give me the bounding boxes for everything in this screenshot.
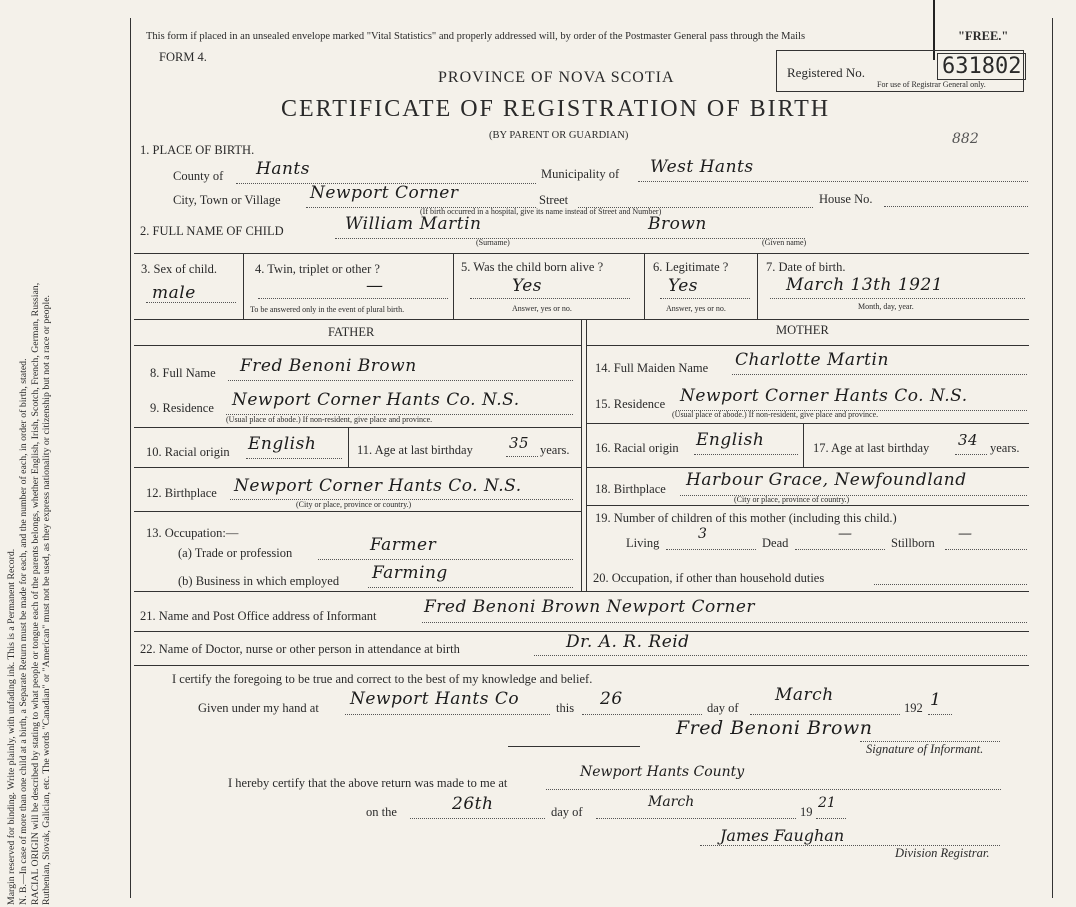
certify-place-value: Newport Hants Co bbox=[350, 689, 520, 709]
registrar-dayof-label: day of bbox=[551, 805, 583, 819]
father-race-label: 10. Racial origin bbox=[146, 445, 230, 459]
registrar-day-value: 26th bbox=[452, 794, 494, 814]
twin-note: To be answered only in the event of plural birth. bbox=[250, 305, 405, 314]
twin-value: — bbox=[366, 276, 384, 296]
mother-stillborn-label: Stillborn bbox=[891, 536, 935, 550]
place-of-birth-heading: 1. PLACE OF BIRTH. bbox=[140, 143, 255, 157]
child-name-label: 2. FULL NAME OF CHILD bbox=[140, 224, 284, 238]
city-value: Newport Corner bbox=[310, 183, 459, 203]
certificate-title: CERTIFICATE OF REGISTRATION OF BIRTH bbox=[281, 96, 831, 122]
mother-race-label: 16. Racial origin bbox=[595, 441, 679, 455]
father-birthplace-label: 12. Birthplace bbox=[146, 486, 217, 500]
alive-note: Answer, yes or no. bbox=[512, 304, 572, 313]
father-age-label: 11. Age at last birthday bbox=[357, 443, 473, 457]
informant-label: 21. Name and Post Office address of Informant bbox=[140, 609, 377, 623]
father-name-label: 8. Full Name bbox=[150, 366, 216, 380]
father-birthplace-note: (City or place, province or country.) bbox=[296, 500, 412, 509]
registrar-on-label: on the bbox=[366, 805, 397, 819]
mother-living-value: 3 bbox=[698, 526, 708, 542]
given-under-label: Given under my hand at bbox=[198, 701, 319, 715]
dob-label: 7. Date of birth. bbox=[766, 260, 846, 274]
registered-number: 631802 bbox=[937, 53, 1026, 80]
registrar-label: Division Registrar. bbox=[895, 846, 990, 860]
father-residence-note: (Usual place of abode.) If non-resident, give place and province. bbox=[226, 415, 433, 424]
father-birthplace-value: Newport Corner Hants Co. N.S. bbox=[234, 476, 522, 496]
right-border bbox=[1052, 18, 1053, 898]
father-residence-value: Newport Corner Hants Co. N.S. bbox=[232, 390, 520, 410]
registrar-text: I hereby certify that the above return was made to me at bbox=[228, 776, 508, 790]
informant-signature: Fred Benoni Brown bbox=[676, 717, 873, 739]
mother-name-label: 14. Full Maiden Name bbox=[595, 361, 709, 375]
father-name-value: Fred Benoni Brown bbox=[240, 356, 417, 376]
municipality-value: West Hants bbox=[650, 157, 754, 177]
registrar-year-prefix: 19 bbox=[800, 805, 813, 819]
mother-dead-value: — bbox=[838, 526, 853, 542]
alive-value: Yes bbox=[512, 276, 543, 296]
certify-dayof-label: day of bbox=[707, 701, 739, 715]
informant-signature-label: Signature of Informant. bbox=[866, 742, 984, 756]
mother-age-label: 17. Age at last birthday bbox=[813, 441, 930, 455]
doctor-value: Dr. A. R. Reid bbox=[566, 632, 690, 652]
corner-mark: 882 bbox=[952, 131, 979, 147]
margin-note-2: N. B.—In case of more than one child at a birth, a Separate Return must be made for each, and the number of each, in order of birth, stated. bbox=[17, 358, 29, 905]
legitimate-label: 6. Legitimate ? bbox=[653, 260, 729, 274]
certify-day-value: 26 bbox=[600, 689, 623, 709]
father-residence-label: 9. Residence bbox=[150, 401, 214, 415]
informant-value: Fred Benoni Brown Newport Corner bbox=[424, 597, 756, 617]
father-heading: FATHER bbox=[328, 325, 375, 339]
sex-label: 3. Sex of child. bbox=[141, 262, 218, 276]
mail-notice: This form if placed in an unsealed envelope marked "Vital Statistics" and properly addressed will, by order of the Postmaster General pass through the Mails bbox=[146, 31, 806, 42]
city-label: City, Town or Village bbox=[173, 193, 281, 207]
certify-month-value: March bbox=[775, 685, 834, 705]
mother-age-value: 34 bbox=[958, 431, 979, 449]
mother-residence-label: 15. Residence bbox=[595, 397, 666, 411]
registrar-signature: James Faughan bbox=[720, 826, 845, 845]
mother-birthplace-note: (City or place, province of country.) bbox=[734, 495, 850, 504]
father-trade-value: Farmer bbox=[370, 535, 437, 555]
mother-residence-note: (Usual place of abode.) If non-resident, give place and province. bbox=[672, 410, 879, 419]
twin-label: 4. Twin, triplet or other ? bbox=[255, 262, 380, 276]
mother-birthplace-value: Harbour Grace, Newfoundland bbox=[686, 470, 967, 490]
mother-occupation-label: 20. Occupation, if other than household duties bbox=[593, 571, 825, 585]
child-given-value: William Martin bbox=[345, 214, 482, 234]
certify-this-label: this bbox=[556, 701, 575, 715]
hospital-note: (If birth occurred in a hospital, give its name instead of Street and Number) bbox=[420, 207, 662, 216]
legitimate-value: Yes bbox=[668, 276, 699, 296]
dob-value: March 13th 1921 bbox=[786, 275, 944, 295]
registrar-month-value: March bbox=[648, 794, 695, 810]
surname-note: (Surname) bbox=[476, 238, 510, 247]
mother-living-label: Living bbox=[626, 536, 660, 550]
certify-year-value: 1 bbox=[930, 690, 942, 710]
father-occupation-label: 13. Occupation:— bbox=[146, 526, 239, 540]
given-note: (Given name) bbox=[762, 238, 807, 247]
county-value: Hants bbox=[256, 159, 310, 179]
municipality-label: Municipality of bbox=[541, 167, 620, 181]
mother-name-value: Charlotte Martin bbox=[735, 350, 889, 370]
father-business-label: (b) Business in which employed bbox=[178, 574, 340, 588]
mother-heading: MOTHER bbox=[776, 323, 829, 337]
mother-residence-value: Newport Corner Hants Co. N.S. bbox=[680, 386, 968, 406]
margin-note-3: RACIAL ORIGIN will be described by stating to what people or tongue each of the parents belongs, whether English, Irish, Scotch, French, German, Russian, bbox=[29, 282, 41, 905]
registrar-year-value: 21 bbox=[818, 795, 836, 811]
mother-birthplace-label: 18. Birthplace bbox=[595, 482, 666, 496]
registrar-note: For use of Registrar General only. bbox=[877, 80, 986, 89]
mother-dead-label: Dead bbox=[762, 536, 789, 550]
father-business-value: Farming bbox=[372, 563, 448, 583]
alive-label: 5. Was the child born alive ? bbox=[461, 260, 604, 274]
father-years: years. bbox=[540, 443, 570, 457]
margin-note-1: Margin reserved for binding. Write plainly, with unfading ink. This is a Permanent Record. bbox=[6, 548, 17, 905]
father-age-value: 35 bbox=[509, 434, 530, 452]
certificate-subtitle: (BY PARENT OR GUARDIAN) bbox=[489, 130, 629, 141]
margin-note-4: Ruthenian, Slovak, Galician, etc. The words "Canadian" or "American" must not be used, as they express nationality or citizenship but not a race or people. bbox=[41, 295, 53, 905]
margin-border bbox=[130, 18, 131, 898]
mother-years: years. bbox=[990, 441, 1020, 455]
form-number: FORM 4. bbox=[159, 50, 207, 64]
house-label: House No. bbox=[819, 192, 873, 206]
mother-stillborn-value: — bbox=[958, 526, 973, 542]
province-heading: PROVINCE OF NOVA SCOTIA bbox=[438, 69, 675, 86]
legitimate-note: Answer, yes or no. bbox=[666, 304, 726, 313]
registered-label: Registered No. bbox=[787, 65, 865, 80]
street-label: Street bbox=[539, 193, 569, 207]
certify-year-prefix: 192 bbox=[904, 701, 923, 715]
mother-race-value: English bbox=[696, 430, 765, 450]
dob-note: Month, day, year. bbox=[858, 302, 914, 311]
registration-box bbox=[776, 50, 1024, 92]
free-label: "FREE." bbox=[958, 29, 1009, 43]
certify-text: I certify the foregoing to be true and correct to the best of my knowledge and belief. bbox=[172, 672, 593, 686]
registrar-place-value: Newport Hants County bbox=[580, 764, 745, 780]
father-trade-label: (a) Trade or profession bbox=[178, 546, 293, 560]
father-race-value: English bbox=[248, 434, 317, 454]
child-surname-value: Brown bbox=[648, 214, 707, 234]
margin-notes bbox=[6, 25, 53, 905]
sex-value: male bbox=[152, 283, 196, 303]
county-label: County of bbox=[173, 169, 224, 183]
doctor-label: 22. Name of Doctor, nurse or other person in attendance at birth bbox=[140, 642, 460, 656]
mother-children-label: 19. Number of children of this mother (including this child.) bbox=[595, 511, 897, 525]
